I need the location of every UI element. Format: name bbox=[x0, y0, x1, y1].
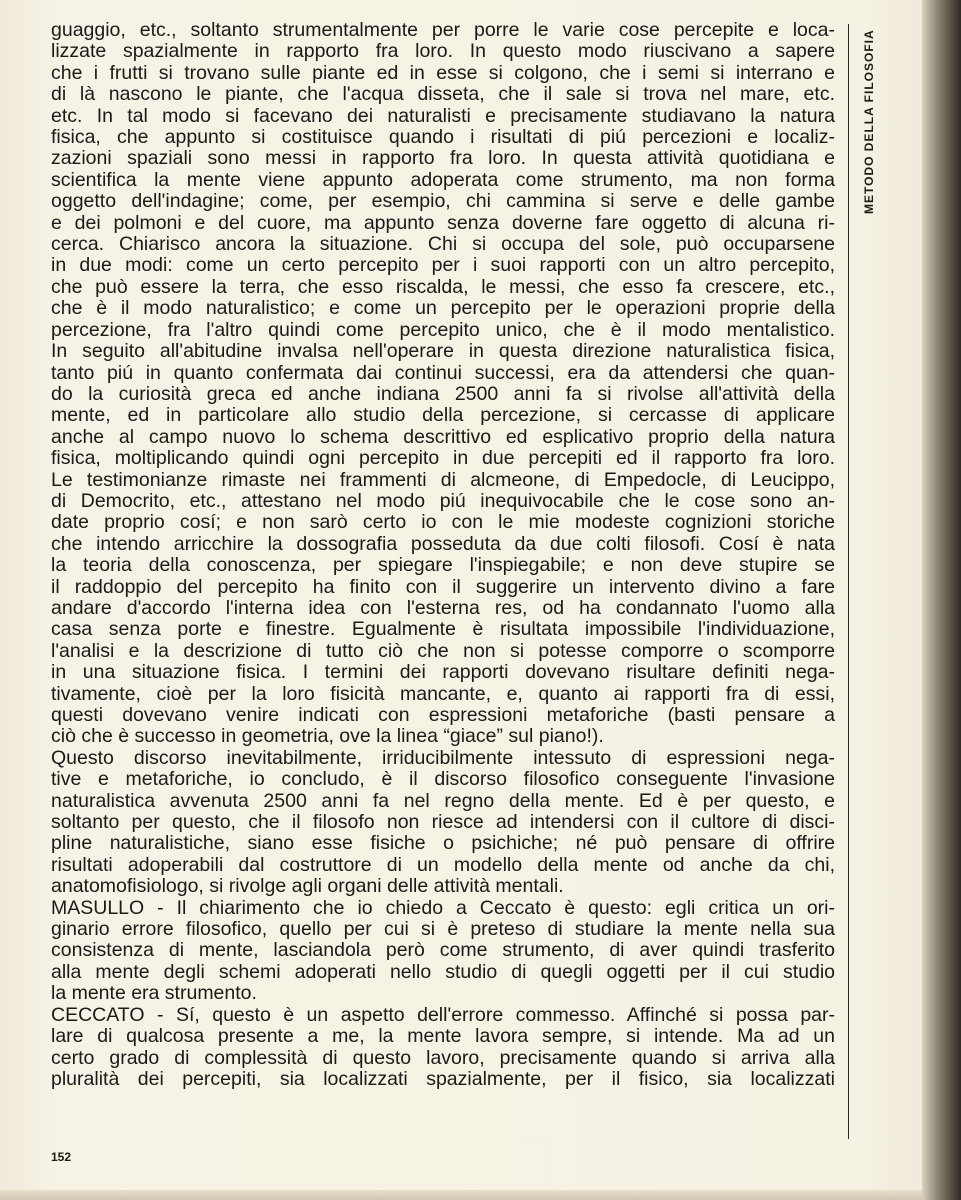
text-line: tanto piú in quanto confermata dai continui successi, era da attendersi che quan- bbox=[51, 361, 835, 384]
text-line: fisica, moltiplicando quindi ogni percepito in due percepiti ed il rapporto fra loro. bbox=[51, 447, 835, 470]
text-line: in una situazione fisica. I termini dei rapporti dovevano risultare definiti nega- bbox=[51, 661, 835, 684]
text-line: date proprio cosí; e non sarò certo io con le mie modeste cognizioni storiche bbox=[51, 511, 835, 534]
text-line: cerca. Chiarisco ancora la situazione. Chi si occupa del sole, può occuparsene bbox=[51, 233, 835, 256]
margin-rule bbox=[848, 24, 849, 1139]
text-line: tivamente, cioè per la loro fisicità mancante, e, quanto ai rapporti fra di essi, bbox=[51, 682, 835, 705]
text-line: in due modi: come un certo percepito per i suoi rapporti con un altro percepito, bbox=[51, 254, 835, 277]
text-line: tive e metaforiche, io concludo, è il discorso filosofico conseguente l'invasione bbox=[51, 768, 835, 791]
page-bottom-edge bbox=[0, 1190, 922, 1200]
text-line: che i frutti si trovano sulle piante ed in esse si colgono, che i semi si interrano e bbox=[51, 61, 835, 84]
text-line: lare di qualcosa presente a me, la mente lavora sempre, si intende. Ma ad un bbox=[51, 1025, 835, 1048]
text-line: di là nascono le piante, che l'acqua disseta, che il sale si trova nel mare, etc. bbox=[51, 83, 835, 106]
text-line: oggetto dell'indagine; come, per esempio, chi cammina si serve e delle gambe bbox=[51, 190, 835, 213]
text-line: Le testimonianze rimaste nei frammenti di alcmeone, di Empedocle, di Leucippo, bbox=[51, 468, 835, 491]
text-line: ginario errore filosofico, quello per cui si è preteso di studiare la mente nella sua bbox=[51, 918, 835, 941]
text-line: di Democrito, etc., attestano nel modo piú inequivocabile che le cose sono an- bbox=[51, 489, 835, 512]
text-line: ciò che è successo in geometria, ove la linea “giace” sul piano!). bbox=[51, 725, 604, 748]
text-line: lizzate spazialmente in rapporto fra loro. In questo modo riuscivano a sapere bbox=[51, 40, 835, 63]
text-line: l'analisi e la descrizione di tutto ciò che non si potesse comporre o scomporre bbox=[51, 639, 835, 662]
page-number: 152 bbox=[51, 1150, 72, 1164]
text-line: il raddoppio del percepito ha finito con il suggerire un intervento divino a fare bbox=[51, 575, 835, 598]
text-line: anche al campo nuovo lo schema descrittivo ed esplicativo proprio della natura bbox=[51, 425, 835, 448]
text-line: risultati adoperabili dal costruttore di un modello della mente od anche da chi, bbox=[51, 853, 835, 876]
running-head: METODO DELLA FILOSOFIA bbox=[862, 29, 876, 215]
text-line: naturalistica avvenuta 2500 anni fa nel regno della mente. Ed è per questo, e bbox=[51, 789, 835, 812]
text-line: consistenza di mente, lasciandola però come strumento, di aver quindi trasferito bbox=[51, 939, 835, 962]
text-line: guaggio, etc., soltanto strumentalmente per porre le varie cose percepite e loca- bbox=[51, 19, 835, 41]
text-line: percezione, fra l'altro quindi come percepito unico, che è il modo mentalistico. bbox=[51, 318, 835, 341]
text-line: mente, ed in particolare allo studio della percezione, si cercasse di applicare bbox=[51, 404, 835, 427]
text-line: soltanto per questo, che il filosofo non riesce ad intendersi con il cultore di disci- bbox=[51, 811, 835, 834]
text-line: la mente era strumento. bbox=[51, 982, 257, 1005]
text-line: questi dovevano venire indicati con espressioni metaforiche (basti pensare a bbox=[51, 704, 835, 726]
text-line: CECCATO - Sí, questo è un aspetto dell'errore commesso. Affinché si possa par- bbox=[51, 1003, 835, 1026]
text-line: andare d'accordo l'interna idea con l'esterna res, od ha condannato l'uomo alla bbox=[51, 596, 835, 619]
text-line: MASULLO - Il chiarimento che io chiedo a Ceccato è questo: egli critica un ori- bbox=[51, 896, 835, 919]
text-line: scientifica la mente viene appunto adoperata come strumento, ma non forma bbox=[51, 168, 835, 191]
text-line: la teoria della conoscenza, per spiegare l'inspiegabile; e non deve stupire se bbox=[51, 554, 835, 577]
text-line: certo grado di complessità di questo lavoro, precisamente quando si arriva alla bbox=[51, 1046, 835, 1069]
text-line: zazioni spaziali sono messi in rapporto fra loro. In questa attività quotidiana e bbox=[51, 147, 835, 170]
text-line: e dei polmoni e del cuore, ma appunto senza doverne fare oggetto di alcuna ri- bbox=[51, 211, 835, 234]
text-line: casa senza porte e finestre. Egualmente è risultata impossibile l'individuazione, bbox=[51, 618, 835, 641]
text-line: etc. In tal modo si facevano dei naturalisti e precisamente studiavano la natura bbox=[51, 104, 835, 127]
body-text bbox=[51, 20, 835, 1090]
text-line: pluralità dei percepiti, sia localizzati spazialmente, per il fisico, sia localizzati bbox=[51, 1067, 835, 1090]
scan-edge bbox=[922, 0, 961, 1200]
text-line: Questo discorso inevitabilmente, irriducibilmente intessuto di espressioni nega- bbox=[51, 746, 835, 769]
text-line: alla mente degli schemi adoperati nello studio di quegli oggetti per il cui studio bbox=[51, 960, 835, 983]
text-line: che intendo arricchire la dossografia posseduta da due colti filosofi. Cosí è nata bbox=[51, 532, 835, 555]
text-line: do la curiosità greca ed anche indiana 2500 anni fa si rivolse all'attività della bbox=[51, 382, 835, 405]
text-line: che è il modo naturalistico; e come un percepito per le operazioni proprie della bbox=[51, 297, 835, 320]
text-line: In seguito all'abitudine invalsa nell'operare in questa direzione naturalistica fisica, bbox=[51, 340, 835, 363]
text-line: anatomofisiologo, si rivolge agli organi delle attività mentali. bbox=[51, 875, 564, 898]
text-line: fisica, che appunto si costituisce quando i risultati di piú percezioni e localiz- bbox=[51, 126, 835, 149]
text-line: che può essere la terra, che esso riscalda, le messi, che esso fa crescere, etc., bbox=[51, 275, 835, 298]
text-line: pline naturalistiche, siano esse fisiche o psichiche; né può pensare di offrire bbox=[51, 832, 835, 855]
